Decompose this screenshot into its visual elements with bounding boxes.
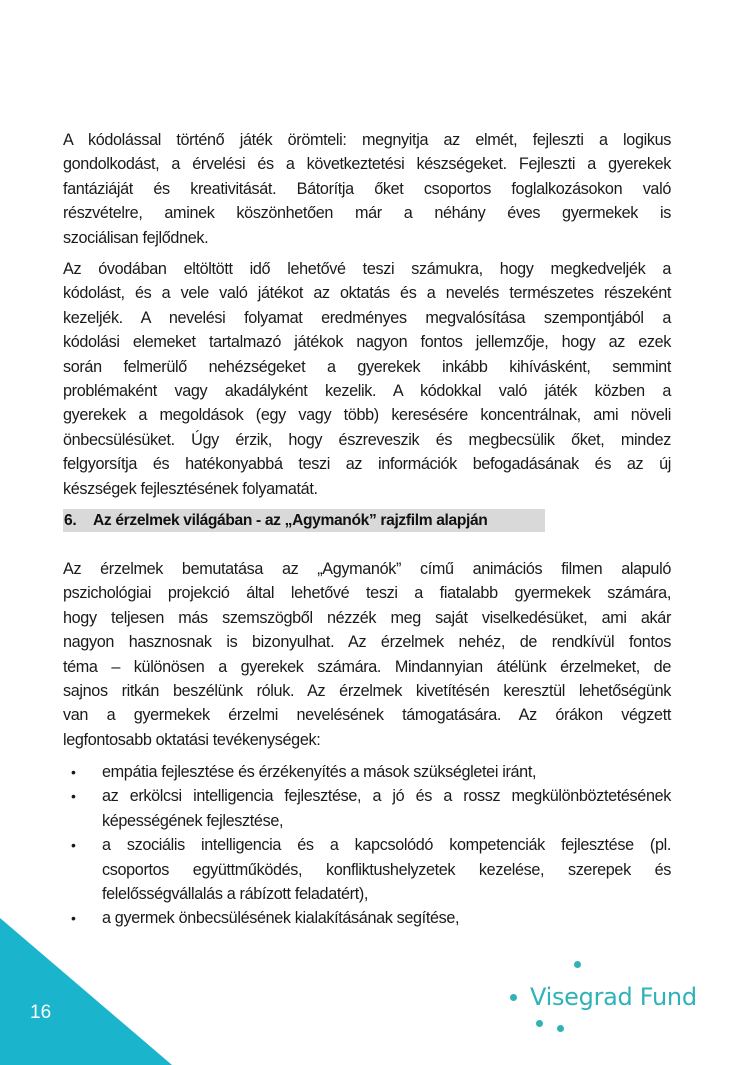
text-line: a szociális intelligencia és a kapcsolódó kompetenciák fejlesztése (pl. [102, 836, 671, 855]
text-line: legfontosabb oktatási tevékenységek: [63, 730, 321, 749]
text-line: gondolkodást, a érvelési és a következtetési készségeket. Fejleszti a gyerekek [63, 155, 671, 174]
activities-bullet-list [63, 760, 671, 931]
text-line: kezeljék. A nevelési folyamat eredményes megvalósítása szempontjából a [63, 308, 671, 327]
corner-triangle-decoration [0, 915, 175, 1065]
bullet-icon: • [71, 764, 76, 780]
text-line: hogy teljesen más szemszögből nézzék meg saját viselkedésüket, ami akár [63, 608, 671, 627]
text-line: fantáziáját és kreativitását. Bátorítja őket csoportos foglalkozásokon való [63, 179, 671, 198]
text-line: szociálisan fejlődnek. [63, 228, 209, 247]
logo-text: Visegrad Fund [530, 983, 697, 1011]
list-item [63, 833, 671, 906]
text-line: empátia fejlesztése és érzékenyítés a mások szükségletei iránt, [102, 763, 537, 781]
text-line: sajnos ritkán beszélünk róluk. Az érzelmek kivetítésén keresztül lehetőségünk [63, 681, 671, 700]
text-line: pszichológiai projekció által lehetővé teszi a fiatalabb gyermekek számára, [63, 584, 671, 603]
text-line: készségek fejlesztésének folyamatát. [63, 479, 318, 498]
text-line: kódolást, és a vele való játékot az oktatás és a nevelés természetes részeként [63, 284, 671, 303]
section-heading [63, 509, 545, 532]
accent-triangle [0, 918, 172, 1065]
paragraph-coding-play [63, 128, 671, 250]
text-line: csoportos együttműködés, konfliktushelyzetek kezelése, szerepek és [102, 860, 671, 879]
text-line: során felmerülő nehézségeket a gyerekek inkább kihívásként, semmint [63, 357, 671, 376]
list-item [63, 784, 671, 833]
section-title: Az érzelmek világában - az „Agymanók” rajzfilm alapján [93, 512, 488, 529]
bullet-icon: • [71, 788, 76, 805]
text-line: részvételre, aminek köszönhetően már a néhány éves gyermekek is [63, 204, 671, 223]
text-line: gyerekek a megoldások (egy vagy több) keresésére koncentrálnak, ami növeli [63, 406, 671, 425]
paragraph-kindergarten [63, 257, 671, 501]
text-line: Az óvodában eltöltött idő lehetővé teszi számukra, hogy megkedveljék a [63, 260, 671, 278]
text-line: nagyon hasznosnak is bizonyulhat. Az érzelmek nehéz, de rendkívül fontos [63, 633, 671, 652]
bullet-icon: • [71, 837, 76, 854]
section-number: 6. [64, 512, 77, 529]
text-line: Az érzelmek bemutatása az „Agymanók” című animációs filmen alapuló [63, 560, 671, 578]
text-line: kódolási elemeket tartalmazó játékok nagyon fontos jellemzője, hogy az ezek [63, 333, 671, 352]
text-line: felgyorsítja és hatékonyabbá teszi az információk befogadásának és az új [63, 455, 671, 474]
text-line: az erkölcsi intelligencia fejlesztése, a jó és a rossz megkülönböztetésének [102, 787, 671, 806]
text-line: a gyermek önbecsülésének kialakításának segítése, [102, 909, 460, 928]
logo-dot-icon [536, 1020, 543, 1027]
text-line: A kódolással történő játék örömteli: megnyitja az elmét, fejleszti a logikus [63, 131, 671, 149]
text-line: felelősségvállalás a rábízott feladatért), [102, 884, 369, 903]
list-item [63, 760, 671, 784]
text-line: önbecsülésüket. Úgy érzik, hogy észreveszik és megbecsülik őket, mindez [63, 430, 671, 449]
text-line: problémaként vagy akadályként kezelik. A kódokkal való játék közben a [63, 381, 671, 400]
text-line: képességének fejlesztése, [102, 811, 284, 830]
paragraph-emotions [63, 557, 671, 752]
visegrad-fund-logo [500, 945, 710, 1045]
logo-dot-icon [557, 1025, 564, 1032]
logo-dot-icon [574, 961, 581, 968]
page-number: 16 [30, 1002, 52, 1023]
logo-dot-icon [510, 994, 517, 1001]
text-line: van a gyermekek érzelmi nevelésének támogatására. Az órákon végzett [63, 706, 671, 725]
bullet-icon: • [71, 910, 76, 927]
text-line: téma – különösen a gyerekek számára. Mindannyian átélünk érzelmeket, de [63, 657, 671, 676]
